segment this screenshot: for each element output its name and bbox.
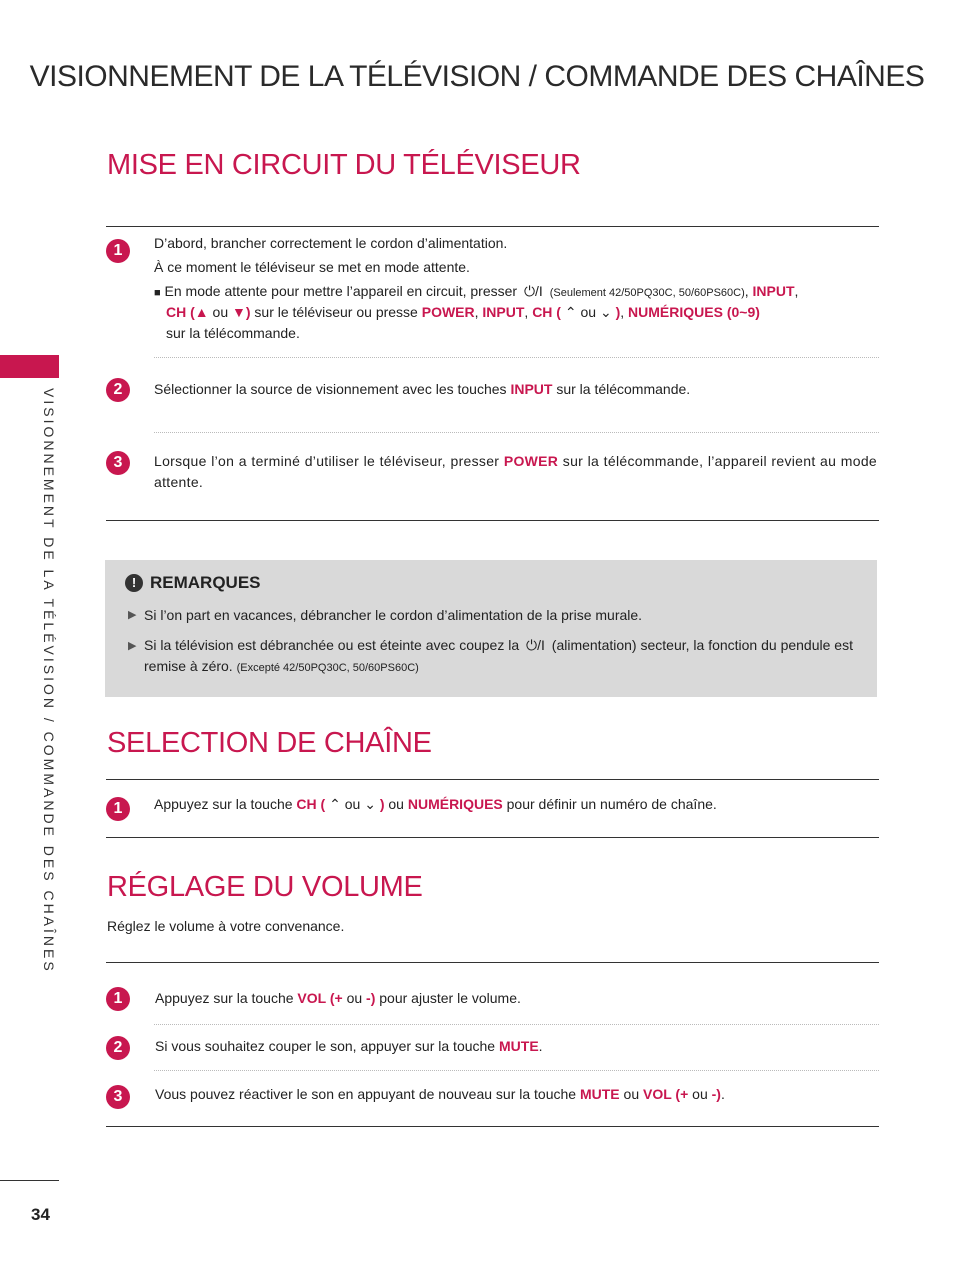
chevron-down-icon: ⌄ (599, 304, 612, 320)
note-text-part: Si la télévision est débranchée ou est éteinte avec coupez la (144, 637, 520, 653)
step-text-part: Sélectionner la source de visionnement avec les touches (154, 381, 507, 397)
divider (106, 1126, 879, 1127)
bullet-line (166, 302, 760, 323)
step-text-part: pour définir un numéro de chaîne. (506, 796, 717, 812)
key-input: INPUT (510, 381, 553, 397)
text-ou: ou (388, 796, 404, 812)
step-number: 2 (106, 378, 130, 402)
model-note: (Excepté 42/50PQ30C, 50/60PS60C) (236, 662, 419, 674)
note-text (144, 635, 858, 679)
bullet-text: sur le téléviseur ou presse (254, 304, 418, 320)
step-text-part: Lorsque l’on a terminé d’utiliser le téléviseur, presser (154, 453, 500, 469)
key-ch-close: ) (615, 304, 621, 320)
step-text (154, 451, 877, 493)
key-ch-down: ▼) (232, 304, 251, 320)
exclamation-icon: ! (125, 574, 143, 592)
page-title: VISIONNEMENT DE LA TÉLÉVISION / COMMANDE DES CHAÎNES (29, 60, 925, 93)
step-text-part: Vous pouvez réactiver le son en appuyant de nouveau sur la touche (155, 1086, 577, 1102)
sidebar-tab (0, 355, 59, 378)
step-text-part: pour ajuster le volume. (379, 990, 521, 1006)
key-ch: CH ( (296, 796, 326, 812)
section-title-volume: RÉGLAGE DU VOLUME (107, 871, 423, 903)
notes-title: REMARQUES (150, 573, 261, 592)
divider (106, 779, 879, 780)
punctuation: , (794, 283, 799, 299)
key-ch-close: ) (379, 796, 385, 812)
power-icon: ⏻/I (523, 283, 543, 299)
punctuation: , (620, 304, 625, 320)
key-vol-minus: -) (366, 990, 376, 1006)
key-vol-plus: VOL (+ (643, 1086, 689, 1102)
step-text (155, 1036, 543, 1057)
punctuation: , (524, 304, 529, 320)
step-text-part: Si vous souhaitez couper le son, appuyer sur la touche (155, 1038, 496, 1054)
key-vol-plus: VOL (+ (297, 990, 343, 1006)
text-ou: ou (623, 1086, 640, 1102)
note-text: Si l’on part en vacances, débrancher le cordon d’alimentation de la prise murale. (144, 607, 643, 623)
step-text-part: Appuyez sur la touche (154, 796, 293, 812)
text-ou: ou (580, 304, 597, 320)
step-text (155, 988, 521, 1009)
page-number: 34 (31, 1205, 50, 1224)
step-text: À ce moment le téléviseur se met en mode attente. (154, 259, 470, 275)
key-power: POWER (421, 304, 475, 320)
step-text: D’abord, brancher correctement le cordon d’alimentation. (154, 235, 508, 251)
triangle-right-icon: ▶ (128, 640, 137, 652)
key-vol-minus: -) (711, 1086, 721, 1102)
divider (106, 837, 879, 838)
bullet-icon: ■ (154, 287, 161, 299)
step-text-part: sur la télécommande. (556, 381, 691, 397)
triangle-right-icon: ▶ (128, 609, 137, 621)
divider (106, 962, 879, 963)
text-ou: ou (344, 796, 361, 812)
dotted-divider (154, 1024, 879, 1025)
punctuation: . (538, 1038, 543, 1054)
bullet-line (154, 281, 798, 304)
step-number: 1 (106, 987, 130, 1011)
step-text (154, 794, 717, 815)
chevron-up-icon: ⌃ (564, 304, 577, 320)
punctuation: , (744, 283, 749, 299)
note-text-part: (alimentation) secteur, la fonction du pendule est remise à zéro. (144, 637, 853, 674)
step-text (155, 1084, 725, 1105)
dotted-divider (154, 1070, 879, 1071)
step-text-part: sur la télécommande, l’appareil revient au mode attente. (154, 453, 877, 490)
key-input: INPUT (752, 283, 795, 299)
key-input: INPUT (482, 304, 525, 320)
step-number: 3 (106, 1085, 130, 1109)
punctuation: , (474, 304, 479, 320)
step-number: 1 (106, 239, 130, 263)
section-title-channel: SELECTION DE CHAÎNE (107, 727, 432, 759)
key-numeriques: NUMÉRIQUES (0~9) (628, 304, 760, 320)
footer-divider (0, 1180, 59, 1181)
text-ou: ou (346, 990, 363, 1006)
step-text-part: Appuyez sur la touche (155, 990, 294, 1006)
divider (106, 226, 879, 227)
key-mute: MUTE (499, 1038, 539, 1054)
step-text (154, 379, 690, 400)
divider (106, 520, 879, 521)
step-number: 3 (106, 451, 130, 475)
key-ch: CH ( (532, 304, 561, 320)
model-note: (Seulement 42/50PQ30C, 50/60PS60C) (549, 287, 745, 299)
step-number: 2 (106, 1036, 130, 1060)
key-mute: MUTE (579, 1086, 620, 1102)
power-icon: ⏻/I (526, 637, 545, 653)
key-power: POWER (503, 453, 559, 469)
punctuation: . (720, 1086, 725, 1102)
bullet-text: sur la télécommande. (166, 325, 300, 341)
chevron-up-icon: ⌃ (329, 796, 341, 812)
chevron-down-icon: ⌄ (364, 796, 376, 812)
text-ou: ou (212, 304, 229, 320)
dotted-divider (154, 357, 879, 358)
sidebar-label: VISIONNEMENT DE LA TÉLÉVISION / COMMANDE DES CHAÎNES (41, 388, 57, 974)
bullet-text: En mode attente pour mettre l’appareil en circuit, presser (164, 283, 518, 299)
dotted-divider (154, 432, 879, 433)
text-ou: ou (692, 1086, 708, 1102)
section-title-power-on: MISE EN CIRCUIT DU TÉLÉVISEUR (107, 149, 581, 181)
step-number: 1 (106, 797, 130, 821)
section-intro: Réglez le volume à votre convenance. (107, 918, 345, 934)
key-ch: CH (▲ (166, 304, 209, 320)
key-numeriques: NUMÉRIQUES (407, 796, 503, 812)
